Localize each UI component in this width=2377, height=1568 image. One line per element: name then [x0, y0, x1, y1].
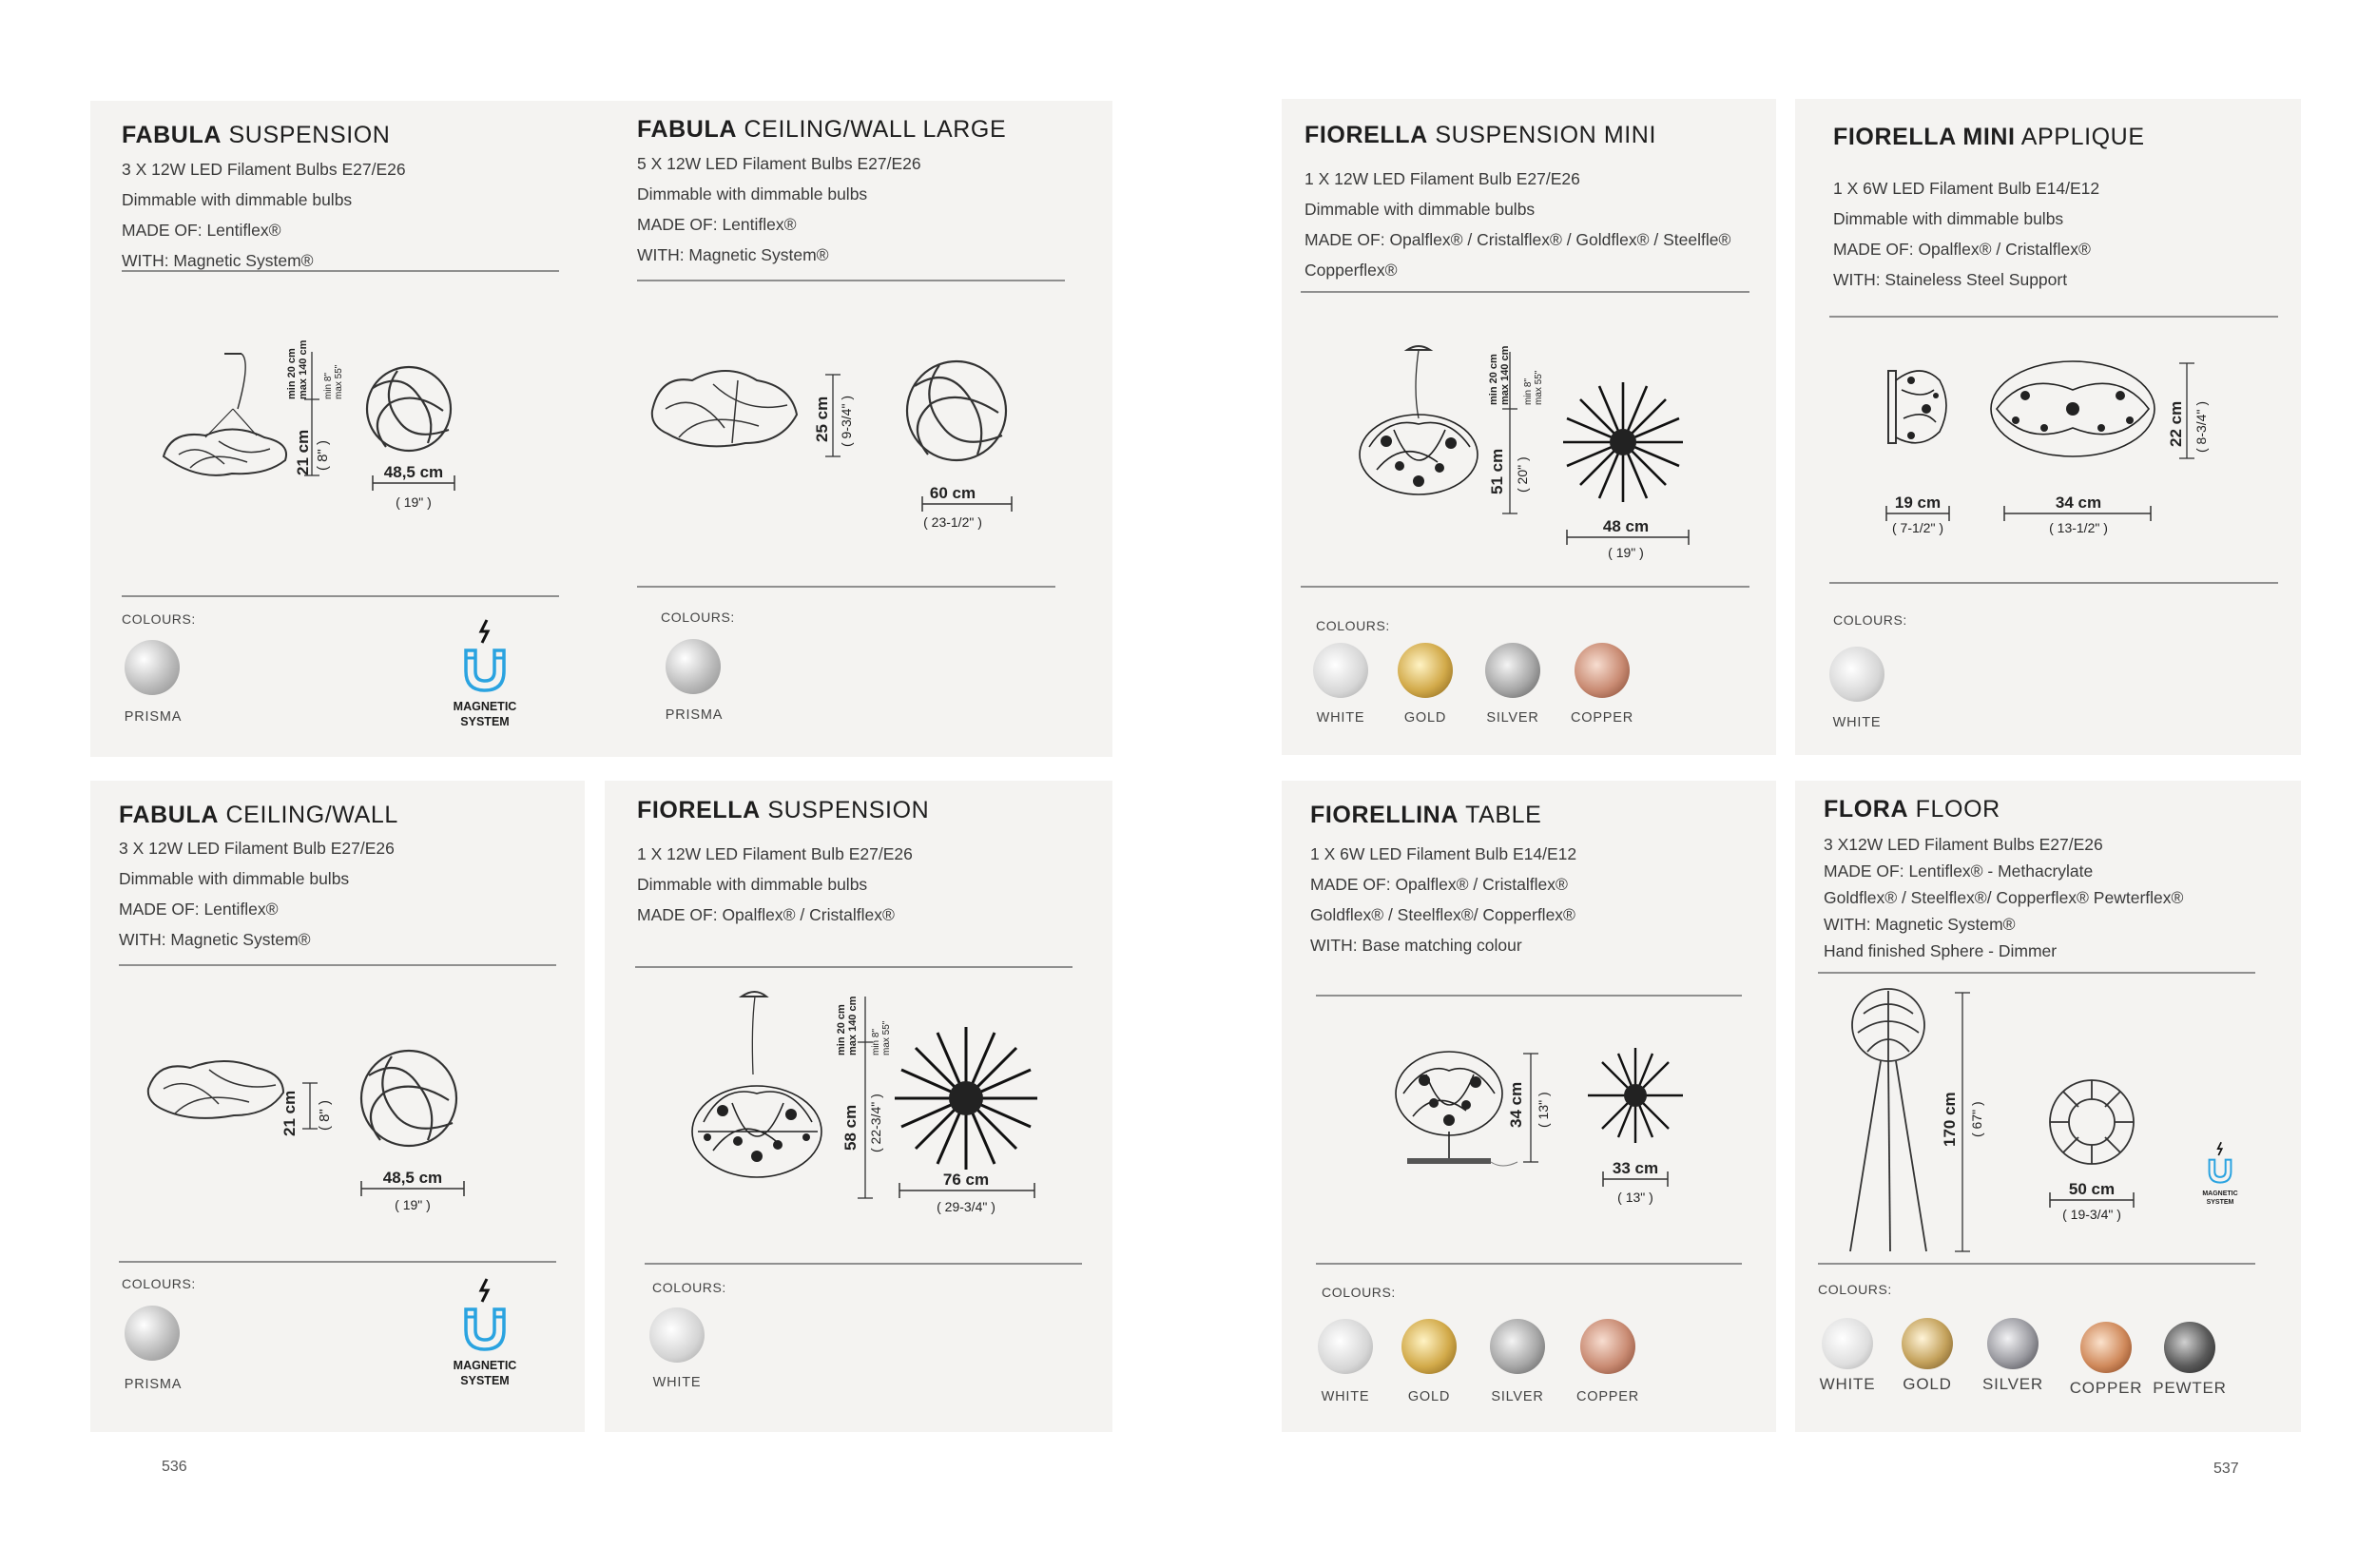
swatch-label: COPPER [2069, 1379, 2143, 1397]
title-fiorella-suspension: FIORELLA SUSPENSION [637, 797, 930, 823]
swatch-label: SILVER [1491, 1389, 1544, 1404]
swatch-label: WHITE [1316, 710, 1365, 726]
swatch-white[interactable] [1313, 643, 1368, 698]
swatch-white[interactable] [1318, 1319, 1373, 1374]
fiorellina-table-drawing [1388, 1036, 1711, 1227]
title-fabula-ceiling-wall: FABULA CEILING/WALL [119, 802, 398, 828]
divider [645, 1263, 1082, 1265]
fabula-ceiling-wall-drawing [143, 1041, 523, 1231]
divider [1301, 586, 1749, 588]
spec-fabula-ceiling-wall-large: 5 X 12W LED Filament Bulbs E27/E26 Dimmable with dimmable bulbs MADE OF: Lentiflex® WITH: Magnetic System® [637, 154, 921, 264]
svg-text:34 cm: 34 cm [1507, 1081, 1525, 1128]
swatch-label: WHITE [1832, 715, 1882, 730]
svg-text:48 cm: 48 cm [1602, 517, 1650, 535]
swatch-copper[interactable] [2080, 1322, 2132, 1373]
swatch-label: WHITE [652, 1375, 702, 1390]
title-fiorella-mini-applique: FIORELLA MINI APPLIQUE [1833, 124, 2145, 150]
swatch-label: GOLD [1903, 1375, 1952, 1393]
swatch-pewter[interactable] [2164, 1322, 2215, 1373]
page-number-right: 537 [2213, 1461, 2239, 1477]
fiorella-suspension-mini-drawing [1350, 342, 1730, 571]
swatch-copper[interactable] [1575, 643, 1630, 698]
swatch-white[interactable] [649, 1307, 705, 1363]
page-number-left: 536 [162, 1459, 187, 1475]
svg-text:25 cm: 25 cm [813, 396, 831, 442]
spec-fiorellina-table: 1 X 6W LED Filament Bulb E14/E12 MADE OF: Opalflex® / Cristalflex® Goldflex® / Steelflex®/ Copperflex® WITH: Base matching colour [1310, 844, 1577, 955]
svg-text:( 20" ): ( 20" ) [1515, 456, 1530, 493]
title-flora-floor: FLORA FLOOR [1824, 796, 2000, 823]
swatch-silver[interactable] [1987, 1318, 2039, 1369]
spec-fabula-ceiling-wall: 3 X 12W LED Filament Bulb E27/E26 Dimmable with dimmable bulbs MADE OF: Lentiflex® WITH: Magnetic System® [119, 839, 395, 949]
svg-text:min 8"max 55": min 8"max 55" [1523, 370, 1544, 405]
svg-text:34 cm: 34 cm [2055, 494, 2102, 512]
colours-label: COLOURS: [122, 1276, 196, 1291]
svg-text:50 cm: 50 cm [2068, 1180, 2116, 1198]
svg-text:( 19" ): ( 19" ) [1608, 545, 1644, 560]
divider [122, 595, 559, 597]
swatch-copper[interactable] [1580, 1319, 1635, 1374]
magnet-icon [458, 1277, 512, 1353]
svg-text:22 cm: 22 cm [2167, 400, 2185, 447]
swatch-label: PRISMA [124, 709, 183, 725]
swatch-label: SILVER [1486, 710, 1539, 726]
svg-text:58 cm: 58 cm [841, 1104, 860, 1151]
swatch-gold[interactable] [1401, 1319, 1457, 1374]
svg-text:( 13-1/2" ): ( 13-1/2" ) [2049, 520, 2108, 535]
swatch-label: PRISMA [124, 1377, 183, 1392]
swatch-white[interactable] [1829, 647, 1884, 702]
fabula-ceiling-wall-large-drawing [647, 352, 1046, 542]
svg-text:( 13" ): ( 13" ) [1617, 1190, 1653, 1205]
swatch-label: GOLD [1407, 1389, 1451, 1404]
svg-text:60 cm: 60 cm [929, 484, 976, 502]
swatch-label: COPPER [1575, 1389, 1640, 1404]
svg-text:( 9-3/4" ): ( 9-3/4" ) [839, 396, 854, 447]
spec-fiorella-suspension: 1 X 12W LED Filament Bulb E27/E26 Dimmable with dimmable bulbs MADE OF: Opalflex® / Cristalflex® [637, 844, 913, 924]
divider [637, 586, 1055, 588]
divider [1316, 995, 1742, 997]
fabula-suspension-drawing [152, 339, 532, 532]
magnetic-system-badge: MAGNETIC SYSTEM [442, 618, 528, 729]
fiorella-suspension-drawing [685, 989, 1084, 1236]
svg-text:76 cm: 76 cm [942, 1171, 990, 1189]
svg-text:51 cm: 51 cm [1488, 448, 1506, 494]
title-fiorella-suspension-mini: FIORELLA SUSPENSION MINI [1304, 122, 1656, 148]
swatch-white[interactable] [1822, 1318, 1873, 1369]
spec-fiorella-suspension-mini: 1 X 12W LED Filament Bulb E27/E26 Dimmable with dimmable bulbs MADE OF: Opalflex® / Cristalflex® / Goldflex® / Steelfle® Copperflex® [1304, 169, 1731, 280]
svg-text:( 13" ): ( 13" ) [1536, 1092, 1551, 1128]
svg-text:min 20 cmmax 140 cm: min 20 cmmax 140 cm [1488, 345, 1511, 405]
swatch-gold[interactable] [1398, 643, 1453, 698]
svg-text:170 cm: 170 cm [1941, 1092, 1959, 1147]
title-fabula-suspension: FABULA SUSPENSION [122, 122, 391, 148]
colours-label: COLOURS: [122, 611, 196, 627]
divider [1818, 972, 2255, 974]
spec-fiorella-mini-applique: 1 X 6W LED Filament Bulb E14/E12 Dimmable with dimmable bulbs MADE OF: Opalflex® / Cristalflex® WITH: Staineless Steel Support [1833, 179, 2100, 289]
svg-text:( 8" ): ( 8" ) [315, 440, 331, 471]
svg-text:33 cm: 33 cm [1612, 1159, 1659, 1177]
title-fabula-ceiling-wall-large: FABULA CEILING/WALL LARGE [637, 116, 1007, 143]
svg-text:21 cm: 21 cm [280, 1090, 299, 1136]
svg-text:( 19" ): ( 19" ) [395, 1197, 431, 1212]
colours-label: COLOURS: [1316, 618, 1390, 633]
svg-text:48,5 cm: 48,5 cm [383, 463, 444, 481]
svg-text:( 23-1/2" ): ( 23-1/2" ) [923, 514, 982, 530]
colours-label: COLOURS: [1818, 1282, 1892, 1297]
svg-text:min 20 cmmax 140 cm: min 20 cmmax 140 cm [286, 339, 309, 399]
svg-text:min 8"max 55": min 8"max 55" [323, 364, 344, 399]
divider [1829, 582, 2278, 584]
divider [1316, 1263, 1742, 1265]
magnetic-system-badge: MAGNETIC SYSTEM [442, 1277, 528, 1388]
swatch-label: GOLD [1403, 710, 1447, 726]
svg-text:( 8-3/4" ): ( 8-3/4" ) [2193, 401, 2209, 453]
swatch-silver[interactable] [1485, 643, 1540, 698]
divider [1829, 316, 2278, 318]
swatch-label: WHITE [1321, 1389, 1370, 1404]
fiorella-mini-applique-drawing [1873, 352, 2253, 542]
colours-label: COLOURS: [1322, 1285, 1396, 1300]
divider [1301, 291, 1749, 293]
swatch-silver[interactable] [1490, 1319, 1545, 1374]
svg-text:( 19-3/4" ): ( 19-3/4" ) [2062, 1207, 2121, 1222]
magnet-icon [458, 618, 512, 694]
swatch-prisma[interactable] [666, 639, 721, 694]
swatch-label: WHITE [1819, 1375, 1876, 1393]
svg-text:( 29-3/4" ): ( 29-3/4" ) [937, 1199, 995, 1214]
swatch-label: PEWTER [2153, 1379, 2227, 1397]
swatch-label: PRISMA [665, 707, 724, 723]
swatch-label: SILVER [1981, 1375, 2043, 1393]
svg-text:( 19" ): ( 19" ) [396, 494, 432, 510]
swatch-prisma[interactable] [125, 1306, 180, 1361]
colours-label: COLOURS: [1833, 612, 1907, 628]
swatch-prisma[interactable] [125, 640, 180, 695]
magnet-icon [2205, 1141, 2235, 1185]
divider [119, 1261, 556, 1263]
colours-label: COLOURS: [661, 610, 735, 625]
divider [1818, 1263, 2255, 1265]
divider [119, 964, 556, 966]
title-fiorellina-table: FIORELLINA TABLE [1310, 802, 1542, 828]
svg-text:48,5 cm: 48,5 cm [382, 1169, 443, 1187]
swatch-gold[interactable] [1902, 1318, 1953, 1369]
svg-text:21 cm: 21 cm [294, 429, 312, 475]
svg-text:19 cm: 19 cm [1894, 494, 1942, 512]
spec-flora-floor: 3 X12W LED Filament Bulbs E27/E26 MADE OF: Lentiflex® - Methacrylate Goldflex® / Steelflex®/ Copperflex® Pewterflex® WITH: Magnetic System® Hand finished Sphere - Dimmer [1824, 835, 2184, 960]
svg-text:( 8" ): ( 8" ) [317, 1100, 333, 1131]
svg-text:( 7-1/2" ): ( 7-1/2" ) [1892, 520, 1943, 535]
svg-text:( 67" ): ( 67" ) [1969, 1101, 1984, 1137]
flora-floor-drawing [1835, 985, 2253, 1261]
divider [635, 966, 1073, 968]
spec-fabula-suspension: 3 X 12W LED Filament Bulbs E27/E26 Dimmable with dimmable bulbs MADE OF: Lentiflex® WITH: Magnetic System® [122, 160, 406, 270]
magnetic-system-badge: MAGNETIC SYSTEM [2196, 1141, 2244, 1207]
svg-text:min 20 cmmax 140 cm: min 20 cmmax 140 cm [836, 996, 859, 1055]
divider [122, 270, 559, 272]
svg-text:( 22-3/4" ): ( 22-3/4" ) [868, 1094, 883, 1152]
colours-label: COLOURS: [652, 1280, 726, 1295]
divider [637, 280, 1065, 281]
svg-text:min 8"max 55": min 8"max 55" [871, 1020, 892, 1055]
swatch-label: COPPER [1570, 710, 1634, 726]
